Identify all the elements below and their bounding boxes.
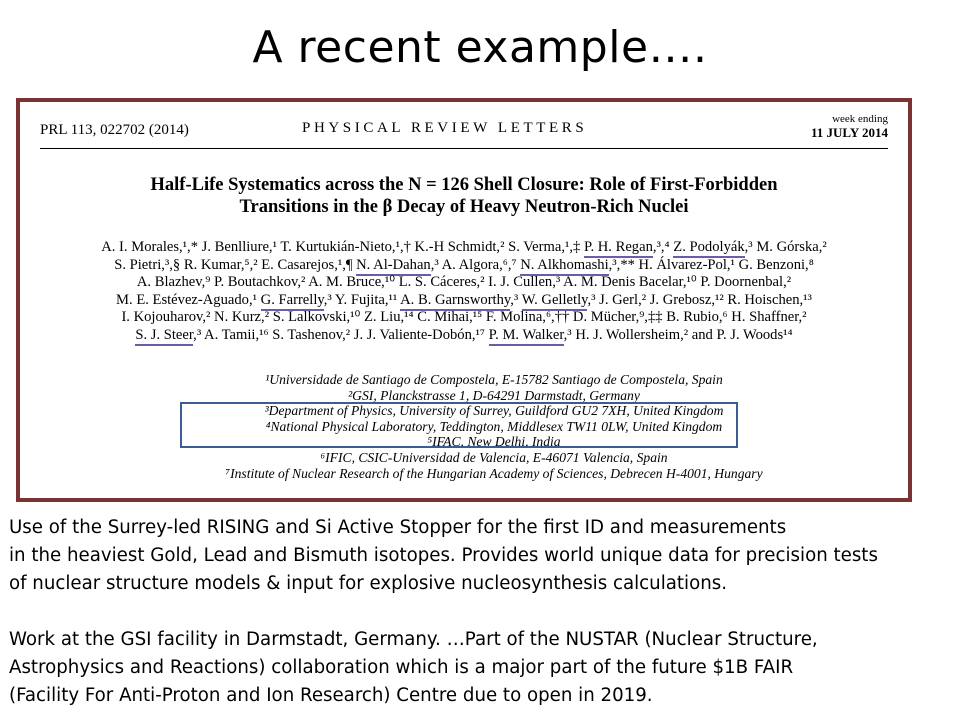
body-line: (Facility For Anti-Proton and Ion Research) Centre due to open in 2019. [9, 685, 653, 706]
paragraph-rising [9, 514, 955, 598]
author-line: I. Kojouharov,² N. Kurz,² S. Lalkovski,¹⁰ Z. Liu,¹⁴ C. Mihai,¹⁵ F. Molina,⁶,†† D. Mücher,⁹,‡‡ B. Rubio,⁶ H. Shaffner,² [121, 309, 807, 325]
body-line: Astrophysics and Reactions) collaboration which is a major part of the future $1B FAIR [9, 657, 794, 678]
paper-title-line: Half-Life Systematics across the N = 126 Shell Closure: Role of First-Forbidden [150, 175, 778, 195]
affiliation: ¹Universidade de Santiago de Compostela, E-15782 Santiago de Compostela, Spain [265, 372, 723, 387]
week-label: week ending [832, 113, 888, 125]
surrey-affiliation-highlight [180, 402, 738, 448]
body-line: Work at the GSI facility in Darmstadt, Germany. …Part of the NUSTAR (Nuclear Structure, [9, 629, 818, 650]
slide-title: A recent example…. [252, 22, 708, 73]
header-rule [40, 148, 888, 149]
surrey-author: P. M. Walker [489, 327, 564, 346]
author-line: A. Blazhev,⁹ P. Boutachkov,² A. M. Bruce,¹⁰ L. S. Cáceres,² I. J. Cullen,³ A. M. Denis Bacelar,¹⁰ P. Doornenbal,² [136, 274, 792, 290]
affiliation: ⁵IFAC, New Delhi, India [427, 434, 561, 450]
body-line: of nuclear structure models & input for explosive nucleosynthesis calculations. [9, 573, 727, 594]
paper-excerpt-image [16, 98, 912, 502]
surrey-author: N. Alkhomashi [520, 257, 608, 276]
surrey-author: S. J. Steer [135, 327, 193, 346]
surrey-author: G. Farrelly [261, 292, 324, 311]
body-line: in the heaviest Gold, Lead and Bismuth isotopes. Provides world unique data for precision tests [9, 545, 878, 566]
surrey-author: Z. Podolyák [673, 239, 744, 258]
author-line: A. I. Morales,¹,* J. Benlliure,¹ T. Kurtukián-Nieto,¹,† K.-H Schmidt,² S. Verma,¹,‡ P. H. Regan,³,⁴ Z. Podolyák,³ M. Górska,² [34, 239, 894, 257]
surrey-author: A. B. Garnsworthy [400, 292, 510, 311]
surrey-author: N. Al-Dahan [356, 257, 431, 276]
affiliation: ⁷Institute of Nuclear Research of the Hungarian Academy of Sciences, Debrecen H-4001, Hungary [225, 465, 763, 481]
paper-title-line: Transitions in the β Decay of Heavy Neutron-Rich Nuclei [239, 197, 689, 217]
affiliation: ⁶IFIC, CSIC-Universidad de Valencia, E-46071 Valencia, Spain [320, 449, 668, 465]
author-line: M. E. Estévez-Aguado,¹ G. Farrelly,³ Y. Fujita,¹¹ A. B. Garnsworthy,³ W. Gelletly,³ J. Gerl,² J. Grebosz,¹² R. Hoischen,¹³ [34, 292, 894, 310]
author-list [34, 239, 894, 344]
affiliation: ²GSI, Planckstrasse 1, D-64291 Darmstadt, Germany [348, 387, 640, 403]
journal-name: PHYSICAL REVIEW LETTERS [302, 120, 588, 136]
author-line: S. Pietri,³,§ R. Kumar,⁵,² E. Casarejos,¹,¶ N. Al-Dahan,³ A. Algora,⁶,⁷ N. Alkhomashi,³,** H. Álvarez-Pol,¹ G. Benzoni,⁸ [34, 257, 894, 275]
body-line: Use of the Surrey-led RISING and Si Active Stopper for the first ID and measurements [9, 517, 787, 538]
slide-body [9, 514, 955, 710]
journal-ref: PRL 113, 022702 (2014) [40, 122, 189, 138]
issue-date [811, 112, 888, 140]
paragraph-gsi [9, 626, 955, 710]
surrey-author: W. Gelletly [522, 292, 588, 311]
paper-title [20, 174, 908, 218]
week-date: 11 JULY 2014 [810, 125, 888, 140]
author-line: S. J. Steer,³ A. Tamii,¹⁶ S. Tashenov,² J. J. Valiente-Dobón,¹⁷ P. M. Walker,³ H. J. Wollersheim,² and P. J. Woods¹⁴ [34, 327, 894, 345]
affiliation: ⁴National Physical Laboratory, Teddington, Middlesex TW11 0LW, United Kingdom [265, 418, 723, 434]
affiliation: ³Department of Physics, University of Surrey, Guildford GU2 7XH, United Kingdom [264, 403, 724, 419]
surrey-author: P. H. Regan [584, 239, 653, 258]
